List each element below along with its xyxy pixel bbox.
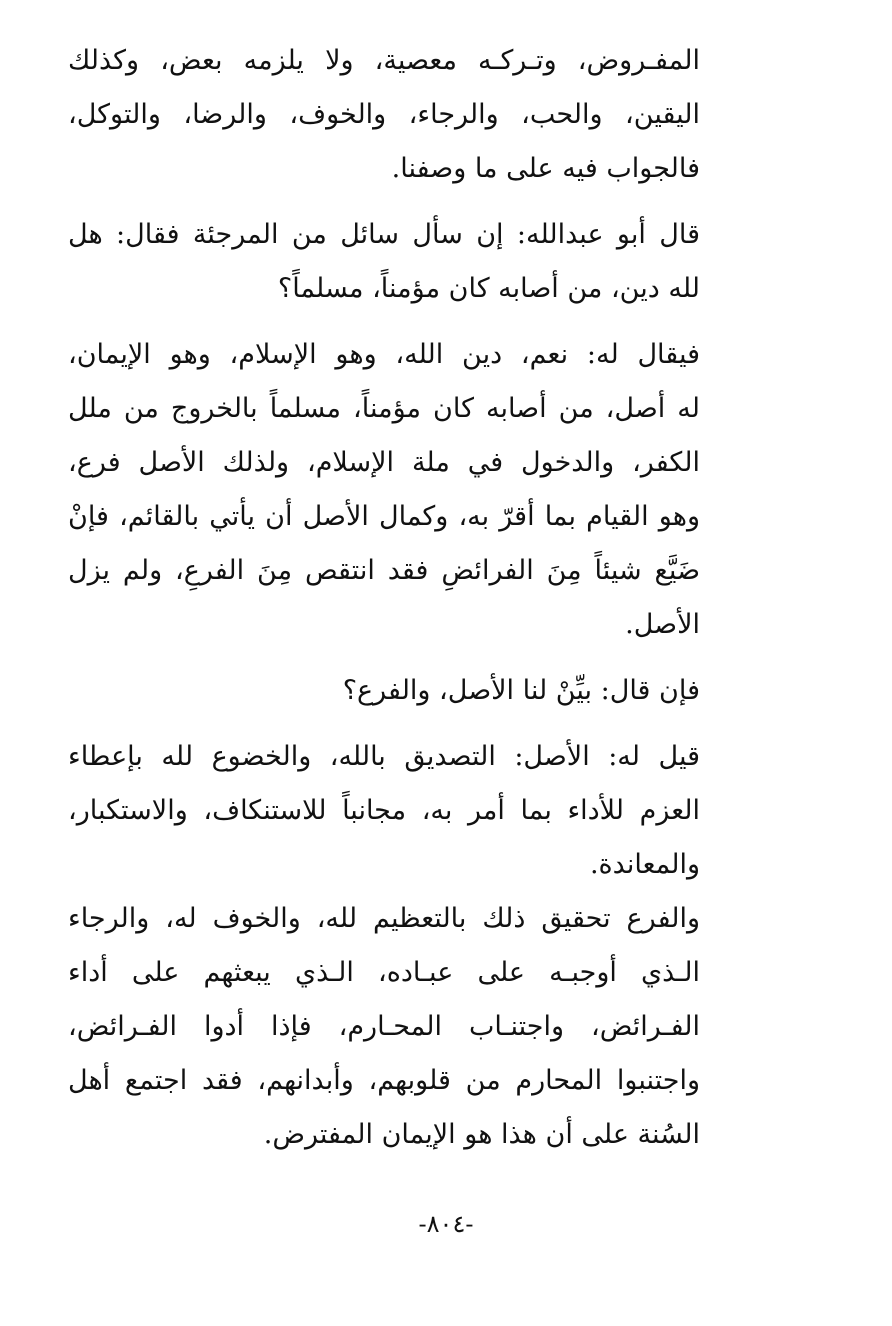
paragraph-gap	[68, 718, 700, 730]
text-line: وهو القيام بما أقرّ به، وكمال الأصل أن يأتي بالقائم، فإنْ	[68, 501, 700, 532]
text-line: فإن قال: بيِّنْ لنا الأصل، والفرع؟	[342, 675, 700, 706]
paragraph-3	[68, 328, 700, 652]
text-line: واجتنبوا المحارم من قلوبهم، وأبدانهم، فقد اجتمع أهل	[68, 1065, 700, 1096]
paragraph-gap	[68, 196, 700, 208]
text-line: فالجواب فيه على ما وصفنا.	[391, 153, 700, 184]
paragraph-4	[68, 664, 700, 718]
text-line: والمعاندة.	[589, 849, 700, 880]
text-line: الفـرائض، واجتنـاب المحـارم، فإذا أدوا الفـرائض،	[68, 1011, 700, 1042]
paragraph-5	[68, 730, 700, 892]
paragraph-1	[68, 34, 700, 196]
text-line: المفـروض، وتـركـه معصية، ولا يلزمه بعض، وكذلك	[68, 45, 700, 76]
text-line: الكفر، والدخول في ملة الإسلام، ولذلك الأصل فرع،	[68, 447, 700, 478]
page-number: -٨٠٤-	[418, 1210, 474, 1238]
page-body	[68, 34, 700, 1162]
paragraph-2	[68, 208, 700, 316]
text-line: اليقين، والحب، والرجاء، والخوف، والرضا، والتوكل،	[68, 99, 700, 130]
text-line: السُنة على أن هذا هو الإيمان المفترض.	[263, 1119, 700, 1150]
text-line: قيل له: الأصل: التصديق بالله، والخضوع لله بإعطاء	[68, 741, 700, 772]
text-line: قال أبو عبدالله: إن سأل سائل من المرجئة فقال: هل	[68, 219, 700, 250]
text-line: الأصل.	[625, 609, 700, 640]
text-line: لله دين، من أصابه كان مؤمناً، مسلماً؟	[277, 273, 700, 304]
text-line: الـذي أوجبـه على عبـاده، الـذي يبعثهم على أداء	[68, 957, 700, 988]
text-line: ضَيَّع شيئاً مِنَ الفرائضِ فقد انتقص مِنَ الفرعِ، ولم يزل	[68, 555, 700, 586]
paragraph-6	[68, 892, 700, 1162]
text-line: له أصل، من أصابه كان مؤمناً، مسلماً بالخروج من ملل	[68, 393, 700, 424]
text-line: العزم للأداء بما أمر به، مجانباً للاستنكاف، والاستكبار،	[68, 795, 700, 826]
text-line: والفرع تحقيق ذلك بالتعظيم لله، والخوف له، والرجاء	[68, 903, 700, 934]
paragraph-gap	[68, 316, 700, 328]
text-line: فيقال له: نعم، دين الله، وهو الإسلام، وهو الإيمان،	[68, 339, 700, 370]
paragraph-gap	[68, 652, 700, 664]
